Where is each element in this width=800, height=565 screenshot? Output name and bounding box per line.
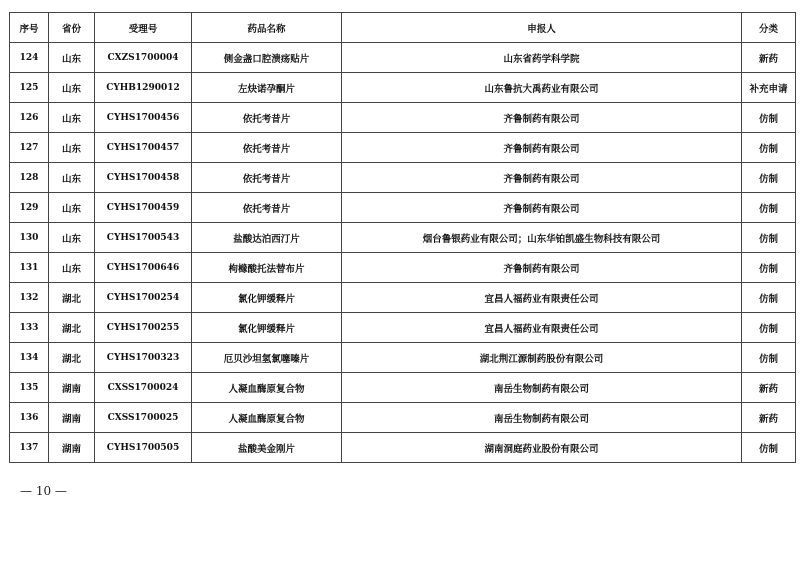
serial-no-cell: 124 [10, 43, 49, 73]
table-row [10, 43, 796, 73]
header-province: 省份 [49, 13, 95, 43]
table-row [10, 133, 796, 163]
table-row [10, 73, 796, 103]
serial-no-cell: 134 [10, 343, 49, 373]
acceptance-no-cell: CYHB1290012 [95, 73, 192, 103]
drug-name-cell: 依托考昔片 [192, 193, 342, 223]
serial-no-cell: 136 [10, 403, 49, 433]
serial-no-cell: 130 [10, 223, 49, 253]
table-row [10, 103, 796, 133]
drug-name-cell: 人凝血酶原复合物 [192, 373, 342, 403]
category-cell: 仿制 [742, 313, 796, 343]
acceptance-no-cell: CYHS1700456 [95, 103, 192, 133]
province-cell: 山东 [49, 223, 95, 253]
category-cell: 新药 [742, 43, 796, 73]
province-cell: 山东 [49, 193, 95, 223]
acceptance-no-cell: CXZS1700004 [95, 43, 192, 73]
acceptance-no-cell: CYHS1700459 [95, 193, 192, 223]
serial-no-cell: 127 [10, 133, 49, 163]
province-cell: 湖南 [49, 433, 95, 463]
province-cell: 山东 [49, 253, 95, 283]
province-cell: 山东 [49, 133, 95, 163]
header-serial-no: 序号 [10, 13, 49, 43]
acceptance-no-cell: CYHS1700646 [95, 253, 192, 283]
drug-name-cell: 厄贝沙坦氢氯噻嗪片 [192, 343, 342, 373]
serial-no-cell: 137 [10, 433, 49, 463]
province-cell: 湖北 [49, 343, 95, 373]
applicant-cell: 山东省药学科学院 [342, 43, 742, 73]
acceptance-no-cell: CYHS1700254 [95, 283, 192, 313]
category-cell: 仿制 [742, 133, 796, 163]
drug-name-cell: 依托考昔片 [192, 163, 342, 193]
serial-no-cell: 132 [10, 283, 49, 313]
category-cell: 仿制 [742, 253, 796, 283]
page-number: — 10 — [20, 484, 67, 498]
drug-name-cell: 依托考昔片 [192, 103, 342, 133]
drug-name-cell: 盐酸美金刚片 [192, 433, 342, 463]
acceptance-no-cell: CYHS1700543 [95, 223, 192, 253]
drug-name-cell: 氯化钾缓释片 [192, 313, 342, 343]
province-cell: 山东 [49, 103, 95, 133]
applicant-cell: 烟台鲁银药业有限公司；山东华铂凯盛生物科技有限公司 [342, 223, 742, 253]
applicant-cell: 湖北荆江源制药股份有限公司 [342, 343, 742, 373]
drug-name-cell: 依托考昔片 [192, 133, 342, 163]
province-cell: 山东 [49, 73, 95, 103]
drug-name-cell: 人凝血酶原复合物 [192, 403, 342, 433]
drug-name-cell: 氯化钾缓释片 [192, 283, 342, 313]
acceptance-no-cell: CYHS1700505 [95, 433, 192, 463]
category-cell: 仿制 [742, 163, 796, 193]
acceptance-no-cell: CXSS1700024 [95, 373, 192, 403]
category-cell: 新药 [742, 373, 796, 403]
drug-name-cell: 左炔诺孕酮片 [192, 73, 342, 103]
table-row [10, 163, 796, 193]
serial-no-cell: 125 [10, 73, 49, 103]
applicant-cell: 宜昌人福药业有限责任公司 [342, 313, 742, 343]
drug-name-cell: 盐酸达泊西汀片 [192, 223, 342, 253]
header-category: 分类 [742, 13, 796, 43]
table-row [10, 403, 796, 433]
drug-name-cell: 侧金盏口腔溃疡贴片 [192, 43, 342, 73]
table-row [10, 223, 796, 253]
applicant-cell: 湖南洞庭药业股份有限公司 [342, 433, 742, 463]
header-drug-name: 药品名称 [192, 13, 342, 43]
acceptance-no-cell: CXSS1700025 [95, 403, 192, 433]
drug-name-cell: 枸橼酸托法替布片 [192, 253, 342, 283]
serial-no-cell: 131 [10, 253, 49, 283]
table-row [10, 373, 796, 403]
province-cell: 山东 [49, 43, 95, 73]
serial-no-cell: 129 [10, 193, 49, 223]
applicant-cell: 南岳生物制药有限公司 [342, 403, 742, 433]
table-body [10, 43, 796, 463]
header-applicant: 申报人 [342, 13, 742, 43]
serial-no-cell: 135 [10, 373, 49, 403]
serial-no-cell: 128 [10, 163, 49, 193]
category-cell: 仿制 [742, 223, 796, 253]
province-cell: 湖北 [49, 283, 95, 313]
table-row [10, 433, 796, 463]
category-cell: 仿制 [742, 343, 796, 373]
table-row [10, 283, 796, 313]
header-acceptance-no: 受理号 [95, 13, 192, 43]
table-row [10, 313, 796, 343]
serial-no-cell: 126 [10, 103, 49, 133]
table-row [10, 193, 796, 223]
acceptance-no-cell: CYHS1700255 [95, 313, 192, 343]
acceptance-no-cell: CYHS1700458 [95, 163, 192, 193]
applicant-cell: 山东鲁抗大禹药业有限公司 [342, 73, 742, 103]
applicant-cell: 齐鲁制药有限公司 [342, 193, 742, 223]
applicant-cell: 南岳生物制药有限公司 [342, 373, 742, 403]
applicant-cell: 齐鲁制药有限公司 [342, 253, 742, 283]
category-cell: 补充申请 [742, 73, 796, 103]
category-cell: 仿制 [742, 433, 796, 463]
province-cell: 湖北 [49, 313, 95, 343]
category-cell: 新药 [742, 403, 796, 433]
province-cell: 湖南 [49, 373, 95, 403]
drug-application-table [9, 12, 796, 463]
serial-no-cell: 133 [10, 313, 49, 343]
category-cell: 仿制 [742, 283, 796, 313]
applicant-cell: 宜昌人福药业有限责任公司 [342, 283, 742, 313]
acceptance-no-cell: CYHS1700323 [95, 343, 192, 373]
category-cell: 仿制 [742, 193, 796, 223]
province-cell: 山东 [49, 163, 95, 193]
applicant-cell: 齐鲁制药有限公司 [342, 163, 742, 193]
applicant-cell: 齐鲁制药有限公司 [342, 133, 742, 163]
table-row [10, 253, 796, 283]
province-cell: 湖南 [49, 403, 95, 433]
table-header-row [10, 13, 796, 43]
table-row [10, 343, 796, 373]
category-cell: 仿制 [742, 103, 796, 133]
acceptance-no-cell: CYHS1700457 [95, 133, 192, 163]
applicant-cell: 齐鲁制药有限公司 [342, 103, 742, 133]
